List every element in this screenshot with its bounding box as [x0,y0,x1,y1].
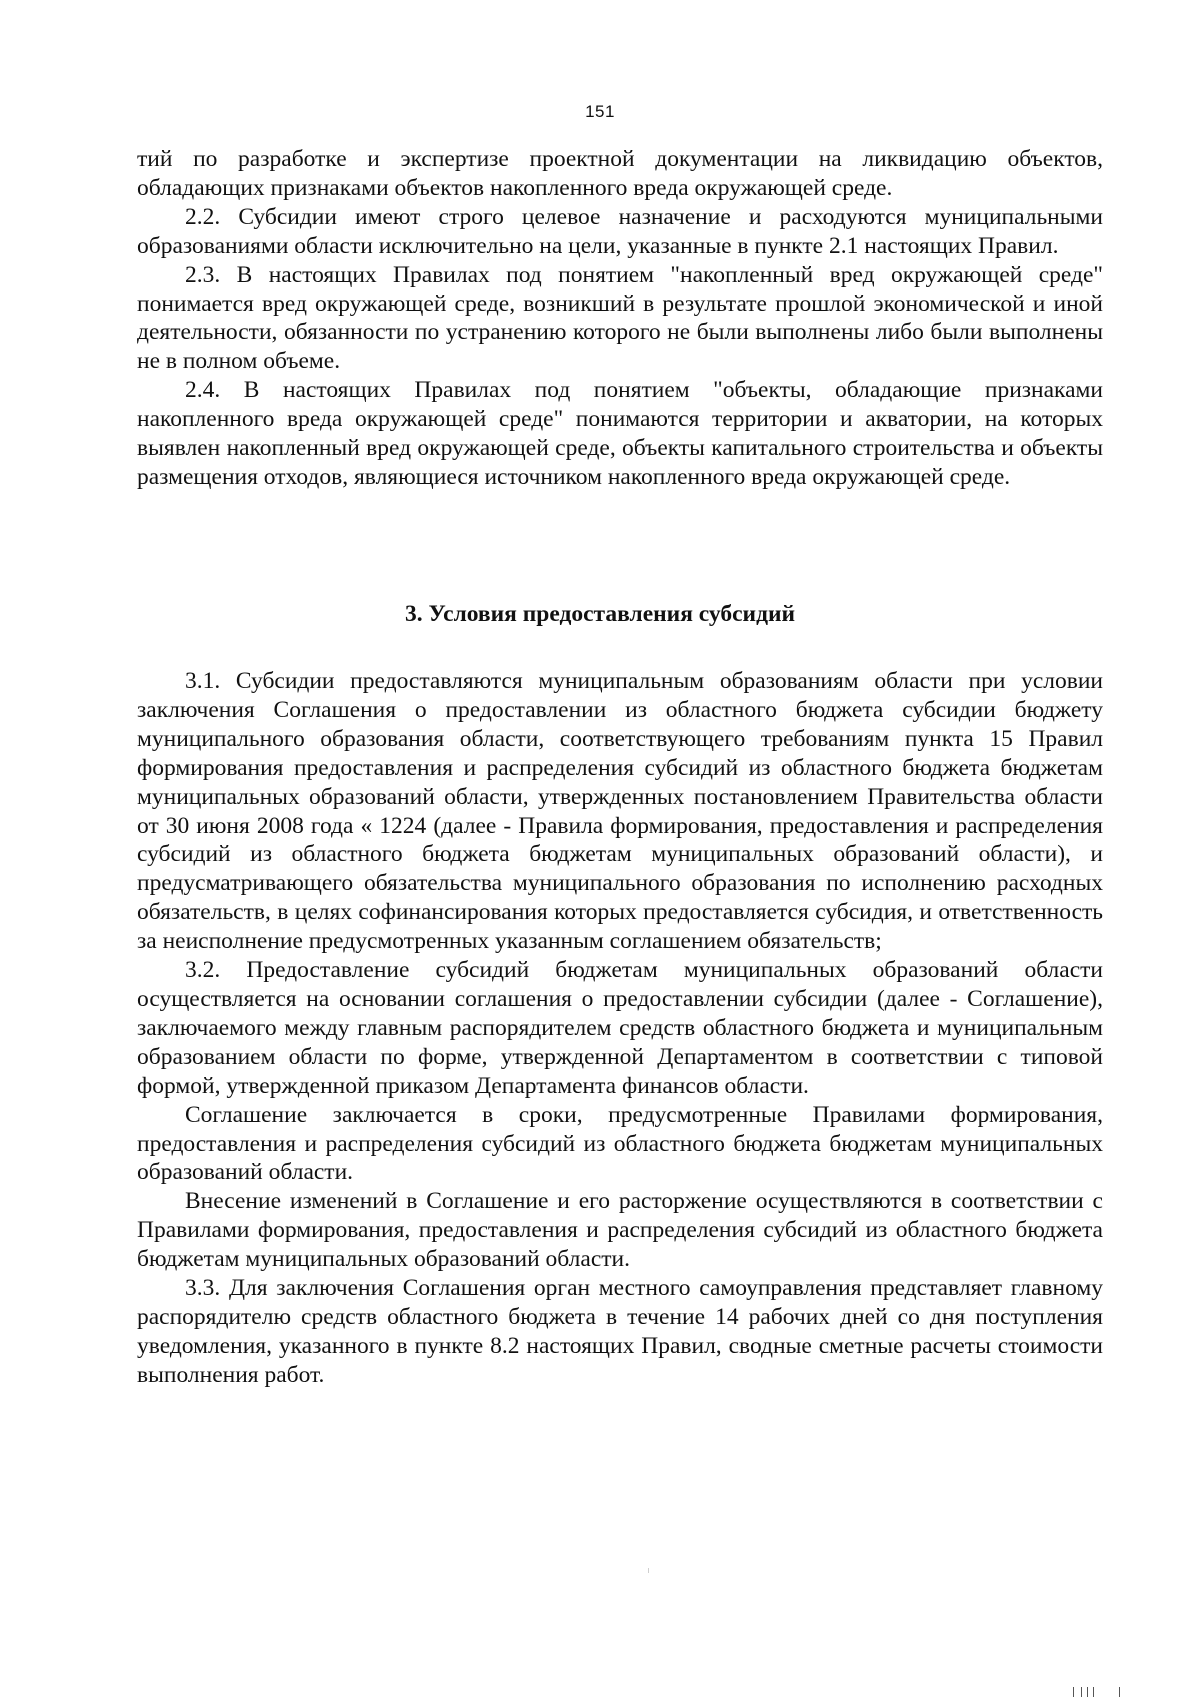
paragraph-2-2: 2.2. Субсидии имеют строго целевое назначение и расходуются муниципальными образованиями области исключительно на цели, указанные в пункте 2.1 настоящих Правил. [137,203,1103,259]
section-heading: 3. Условия предоставления субсидий [404,601,796,627]
paragraph-continuation: тий по разработке и экспертизе проектной документации на ликвидацию объектов, обладающих признаками объектов накопленного вреда окружающей среде. [137,146,1103,201]
paragraph-3-2: 3.2. Предоставление субсидий бюджетам муниципальных образований области осуществляется на основании соглашения о предоставлении субсидии (далее - Соглашение), заключаемого между главным распорядителем средств областного бюджета и муниципальным образованием области по форме, утвержденной Департаментом в соответствии с типовой формой, утвержденной приказом Департамента финансов области. [137,957,1103,1099]
paragraph-2-4: 2.4. В настоящих Правилах под понятием "объекты, обладающие признаками накопленного вреда окружающей среде" понимаются территории и акватории, на которых выявлен накопленный вред окружающей среде, объекты капитального строительства и объекты размещения отходов, являющиеся источником накопленного вреда окружающей среде. [137,377,1103,490]
paragraph-3-3: 3.3. Для заключения Соглашения орган местного самоуправления представляет главному распорядителю средств областного бюджета в течение 14 рабочих дней со дня поступления уведомления, указанного в пункте 8.2 настоящих Правил, сводные сметные расчеты стоимости выполнения работ. [137,1275,1103,1388]
paragraph-2-3: 2.3. В настоящих Правилах под понятием "накопленный вред окружающей среде" понимается вред окружающей среде, возникший в результате прошлой экономической и иной деятельности, обязанности по устранению которого не были выполнены либо были выполнены не в полном объеме. [137,261,1103,375]
paragraph-agreement-terms: Соглашение заключается в сроки, предусмотренные Правилами формирования, предоставления и распределения субсидий из областного бюджета бюджетам муниципальных образований области. [137,1101,1103,1186]
body-text-bottom [137,667,1103,1390]
body-text-top [137,145,1103,492]
page-number: 151 [585,102,615,121]
scan-artifact-dot [648,1568,649,1573]
paragraph-agreement-changes: Внесение изменений в Соглашение и его расторжение осуществляются в соответствии с Правилами формирования, предоставления и распределения субсидий из областного бюджета бюджетам муниципальных образований области. [137,1188,1103,1273]
paragraph-3-1: 3.1. Субсидии предоставляются муниципальным образованиям области при условии заключения Соглашения о предоставлении из областного бюджета субсидии бюджету муниципального образования области, соответствующего требованиям пункта 15 Правил формирования предоставления и распределения субсидий из областного бюджета бюджетам муниципальных образований области, утвержденных постановлением Правительства области от 30 июня 2008 года « 1224 (далее - Правила формирования, предоставления и распределения субсидий из областного бюджета бюджетам муниципальных образований области), и предусматривающего обязательства муниципального образования по исполнению расходных обязательств, в целях софинансирования которых предоставляется субсидия, и ответственность за неисполнение предусмотренных указанным соглашением обязательств; [137,668,1103,955]
scan-artifact-ticks [1073,1683,1153,1697]
